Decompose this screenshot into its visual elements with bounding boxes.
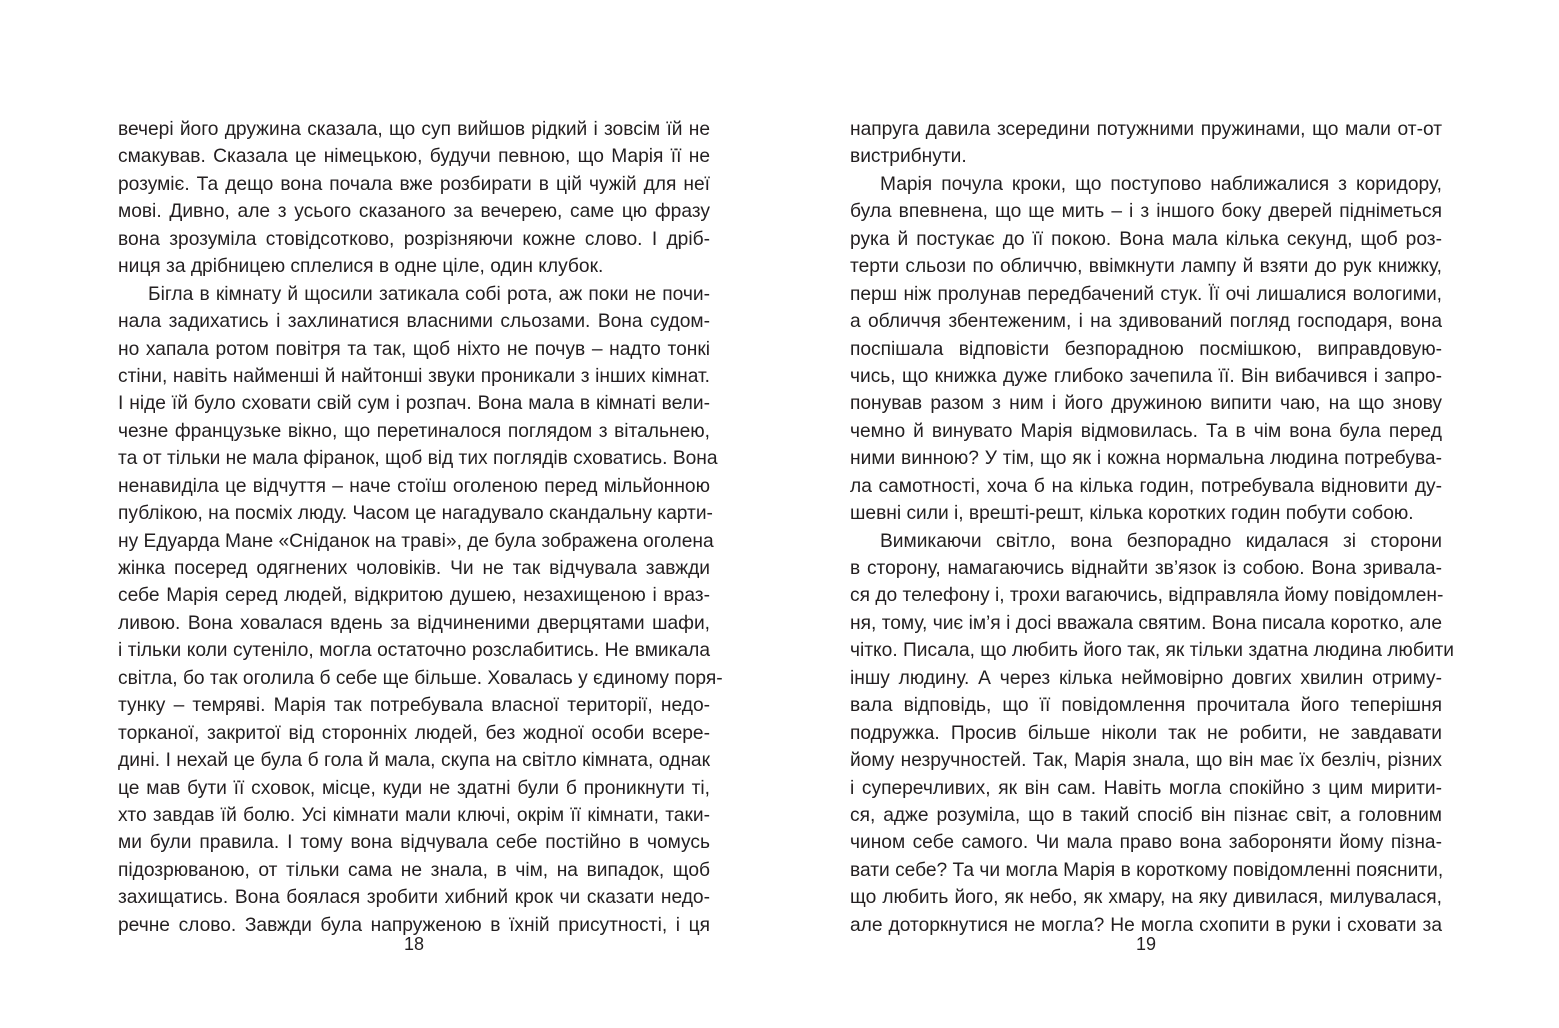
text-line: ся до телефону і, трохи вагаючись, відправляла йому повідомлен- (850, 585, 1444, 607)
text-line: вона зрозуміла стовідсотково, розрізняючи кожне слово. І дріб- (118, 228, 710, 250)
text-line: Вимикаючи світло, вона безпорадно кидалася зі сторони (880, 530, 1442, 552)
text-line: шевні сили і, врешті-решт, кілька коротких годин побути собою. (850, 503, 1414, 525)
text-line: Бігла в кімнату й щосили затикала собі рота, аж поки не почи- (148, 283, 710, 305)
text-line: торканої, закритої від сторонніх людей, без жодної особи всере- (118, 722, 710, 744)
text-line: чезне французьке вікно, що перетиналося поглядом з вітальнею, (118, 420, 710, 442)
text-line: підозрюваною, от тільки сама не знала, в чім, на випадок, щоб (118, 859, 710, 881)
text-line: ну Едуарда Мане «Сніданок на траві», де була зображена оголена (118, 530, 714, 552)
text-line: і суперечливих, як він сам. Навіть могла спокійно з цим мирити- (850, 777, 1442, 799)
text-line: була впевнена, що ще мить – і з іншого боку дверей підніметься (850, 201, 1442, 223)
text-line: ними винною? У тім, що як і кожна нормальна людина потребува- (850, 448, 1442, 470)
text-line: чемно й винувато Марія відмовилась. Та в чім вона була перед (850, 420, 1442, 442)
text-line: напруга давила зсередини потужними пружинами, що мали от-от (850, 119, 1442, 140)
page-number-left: 18 (404, 934, 425, 954)
text-line: поспішала відповісти безпорадною посмішкою, виправдовую- (850, 338, 1442, 360)
text-line: в сторону, намагаючись віднайти зв’язок із собою. Вона зривала- (850, 558, 1442, 579)
text-line: ла самотності, хоча б на кілька годин, потребувала відновити ду- (850, 475, 1442, 497)
text-line: ся, адже розуміла, що в такий спосіб він пізнає світ, а головним (850, 804, 1442, 826)
text-line: чином себе самого. Чи мала право вона забороняти йому пізна- (850, 832, 1442, 854)
text-line: терти сльози по обличчю, ввімкнути лампу й взяти до рук книжку, (850, 256, 1442, 278)
text-line: вистрибнути. (850, 146, 967, 168)
text-line: стіни, навіть найменші й найтонші звуки проникали з інших кімнат. (118, 365, 710, 387)
text-line: публікою, на посміх люду. Часом це нагадувало скандальну карти- (118, 503, 713, 525)
text-line: чись, що книжка дуже глибоко зачепила її. Він вибачився і запро- (850, 365, 1442, 387)
text-line: ниця за дрібницею сплелися в одне ціле, один клубок. (118, 256, 604, 278)
right-page-text (850, 116, 1455, 939)
text-line: захищатись. Вона боялася зробити хибний крок чи сказати недо- (118, 887, 710, 909)
text-line: нала задихатись і захлинатися власними сльозами. Вона судом- (118, 311, 710, 333)
text-line: що любить його, як небо, як хмару, на яку дивилася, милувалася, (850, 887, 1442, 909)
text-line: розуміє. Та дещо вона почала вже розбирати в цій чужій для неї (118, 173, 710, 195)
text-line: вечері його дружина сказала, що суп вийшов рідкий і зовсім їй не (118, 119, 710, 140)
text-line: ненавиділа це відчуття – наче стоїш оголеною перед мільйонною (118, 475, 710, 497)
text-line: жінка посеред одягнених чоловіків. Чи не так відчувала завжди (118, 558, 710, 579)
text-line: подружка. Просив більше ніколи так не робити, не завдавати (850, 722, 1442, 744)
text-line: понував разом з ним і його дружиною випити чаю, на що знову (850, 393, 1442, 415)
text-line: ливою. Вона ховалася вдень за відчиненими дверцятами шафи, (118, 612, 710, 634)
text-line: ня, тому, чиє ім’я і досі вважала святим. Вона писала коротко, але (850, 612, 1442, 634)
text-line: мові. Дивно, але з усього сказаного за вечерею, саме цю фразу (118, 201, 710, 223)
text-line: ми були правила. І тому вона відчувала себе постійно в чомусь (118, 832, 710, 854)
text-line: хто завдав їй болю. Усі кімнати мали ключі, окрім її кімнати, таки- (118, 804, 710, 826)
text-line: речне слово. Завжди була напруженою в їхній присутності, і ця (118, 914, 710, 936)
text-line: смакував. Сказала це німецькою, будучи певною, що Марія її не (118, 146, 710, 168)
text-line: перш ніж пролунав передбачений стук. Її очі лишалися вологими, (850, 283, 1442, 305)
text-line: но хапала ротом повітря та так, щоб ніхто не почув – надто тонкі (118, 338, 710, 360)
text-line: світла, бо так оголила б себе ще більше. Ховалась у єдиному поря- (118, 667, 723, 689)
text-line: це мав бути її сховок, місце, куди не здатні були б проникнути ті, (118, 777, 710, 799)
text-line: та от тільки не мала фіранок, щоб від тих поглядів сховатись. Вона (118, 448, 718, 470)
text-line: тунку – темряві. Марія так потребувала власної території, недо- (118, 695, 710, 717)
text-line: рука й постукає до її покою. Вона мала кілька секунд, щоб роз- (850, 228, 1442, 250)
text-line: вати себе? Та чи могла Марія в короткому повідомленні пояснити, (850, 859, 1444, 881)
text-line: чітко. Писала, що любить його так, як тільки здатна людина любити (850, 640, 1455, 662)
text-line: і тільки коли сутеніло, могла остаточно розслабитись. Не вмикала (118, 640, 710, 662)
page-number-right: 19 (1136, 934, 1157, 954)
text-line: але доторкнутися не могла? Не могла схопити в руки і сховати за (850, 914, 1442, 936)
text-line: а обличчя збентеженим, і на здивований погляд господаря, вона (850, 311, 1442, 333)
text-line: дині. І нехай це була б гола й мала, скупа на світло кімната, однак (118, 750, 710, 772)
text-line: Марія почула кроки, що поступово наближалися з коридору, (880, 173, 1442, 195)
text-line: І ніде їй було сховати свій сум і розпач. Вона мала в кімнаті вели- (118, 393, 710, 415)
left-page-text (118, 116, 723, 939)
text-line: вала відповідь, що її повідомлення прочитала його теперішня (850, 695, 1442, 717)
text-line: іншу людину. А через кілька неймовірно довгих хвилин отриму- (850, 667, 1442, 689)
text-line: йому незручностей. Так, Марія знала, що він має їх безліч, різних (850, 750, 1442, 772)
text-line: себе Марія серед людей, відкритою душею, незахищеною і враз- (118, 585, 710, 607)
